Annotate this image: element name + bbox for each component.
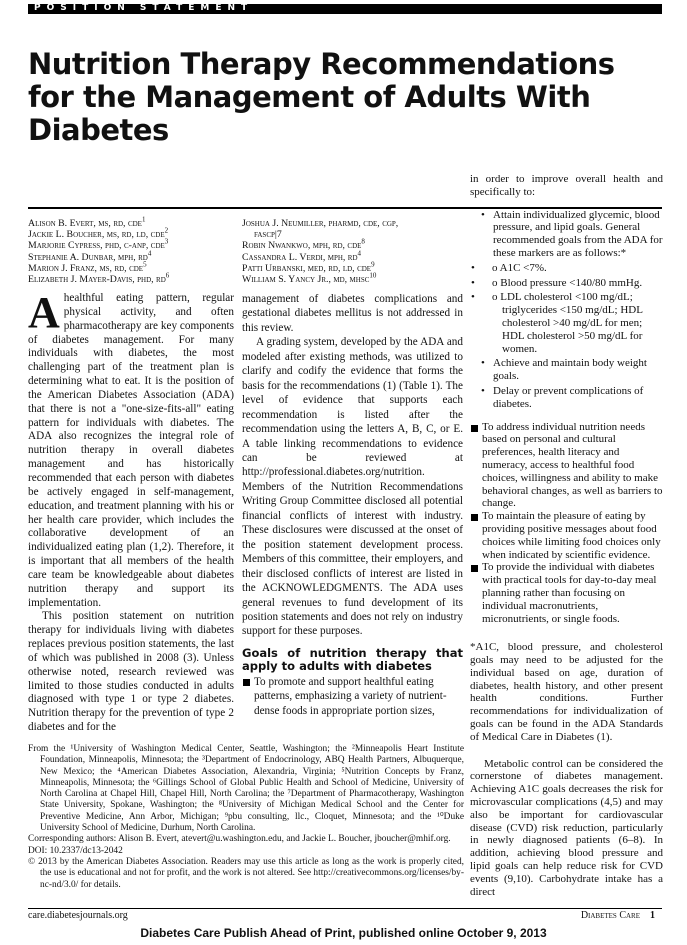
goal-bullet: To promote and support healthful eating patterns, emphasizing a variety of nutrient-dense foods in appropriate portion sizes,: [242, 675, 463, 718]
author-list-left: [28, 215, 170, 286]
section-heading: Goals of nutrition therapy that apply to adults with diabetes: [242, 645, 463, 673]
marker-text: A1C <7%.: [499, 261, 547, 274]
author-name: fascp|7: [254, 229, 282, 241]
publish-note: Diabetes Care Publish Ahead of Print, published online October 9, 2013: [140, 926, 547, 940]
paragraph: A grading system, developed by the ADA and modeled after existing methods, was utilized to clarify and codify the evidence that forms the basis for the recommendations (1) (Table 1). The level of evidence that supports each recommendation is listed after the recommendation using the letters A, B, C, or E. A table linking recommendations to evidence can be reviewed at http://professional.diabetes.org/nutrition. Members of the Nutrition Recommendations Writing Group Committee disclosed all potential financial conflicts of interest with industry. These disclosures were discussed at the onset of the position statement development process. Members of this committee, their employers, and their disclosed conflicts of interest are listed in the ACKNOWLEDGMENTS. The ADA uses general revenues to fund development of its position statements and does not rely on industry support for these purposes.: [242, 336, 463, 638]
author-name: Stephanie A. Dunbar, mph, $rd^4$: [28, 249, 152, 263]
goal-subbullet: • Delay or prevent complications of diabetes.: [470, 385, 663, 411]
section-banner: [28, 4, 662, 14]
paragraph: Metabolic control can be considered the cornerstone of diabetes management. Achieving A1C goals decreases the risk for microvascular complications (4,5) and may also be important for cardiovascular disease (CVD) risk reduction, particularly in newly diagnosed patients (6–8). In addition, achieving blood pressure and lipid goals can help reduce risk for CVD events (9,10). Carbohydrate intake has a direct: [470, 757, 663, 898]
marker-goal: • o LDL cholesterol <100 mg/dL; triglycerides <150 mg/dL; HDL cholesterol >40 mg/dL for men; HDL cholesterol >50 mg/dL for women.: [470, 291, 663, 355]
affiliation-marker: 10: [369, 271, 377, 280]
page-number: 1: [650, 910, 655, 921]
affiliation-marker: 9: [371, 260, 375, 269]
affiliation-marker: 5: [143, 260, 147, 269]
affiliations: From the ¹University of Washington Medical Center, Seattle, Washington; the ²Minneapolis Heart Institute Foundation, Minneapolis, Minnesota; the ³Department of Endocrinology, ABQ Health Partners, Albuquerque, New Mexico; the ⁴American Diabetes Association, Alexandria, Virginia; ⁵Nutrition Concepts by Franz, Minneapolis, Minnesota; the ⁶Gillings School of Global Public Health and School of Medicine, University of North Carolina at Chapel Hill, Chapel Hill, North Carolina; the ⁷Department of Pharmacotherapy, Washington State University, Spokane, Washington; the ⁸University of Michigan Medical School and the Center for Preventive Medicine, Ann Arbor, Michigan; ⁹pbu consulting, llc., Cloquet, Minnesota; and the ¹⁰Duke University School of Medicine, Durhum, North Carolina.: [28, 744, 464, 834]
affiliation-marker: 4: [357, 249, 362, 258]
affiliation-marker: 3: [164, 238, 169, 247]
goal-text: Attain individualized glycemic, blood pressure, and lipid goals. General recommended goals from the ADA for these markers are as follows:*: [493, 208, 663, 259]
marker-goal: • o A1C <7%.: [470, 262, 663, 275]
affiliation-marker: 8: [361, 238, 365, 247]
affiliation-marker: 4: [147, 249, 152, 258]
author-name: Patti Urbanski, med, rd, ld, cde$^9$: [242, 260, 375, 274]
intro-paragraph: healthful eating pattern, regular physical activity, and often pharmacotherapy are key components of diabetes management. For many individuals with diabetes, the most challenging part of the treatment plan is determining what to eat. It is the position of the American Diabetes Association (ADA) that there is not a "one-size-fits-all" eating pattern for individuals with diabetes. The ADA also recognizes the integral role of nutrition therapy in overall diabetes management and has historically recommended that each person with diabetes be actively engaged in self-management, education, and treatment planning with his or her health care provider, which includes the collaborative development of an individualized eating plan (1,2). Therefore, it is important that all members of the health care team be knowledgeable about diabetes nutrition therapy and support its implementation.: [28, 292, 234, 609]
author-name: Alison B. Evert, ms, rd, cde$^1$: [28, 215, 146, 229]
journal-url[interactable]: care.diabetesjournals.org: [28, 910, 128, 921]
running-footer: [581, 910, 655, 922]
paragraph: in order to improve overall health and specifically to:: [470, 173, 663, 198]
marker-goal: • o Blood pressure <140/80 mmHg.: [470, 277, 663, 290]
author-name: Marion J. Franz, ms, rd, cde$^5$: [28, 260, 147, 274]
author-name: William S. Yancy Jr., md, mhsc$^{10}$: [242, 271, 377, 286]
corresponding-authors[interactable]: Corresponding authors: Alison B. Evert, atevert@u.washington.edu, and Jackie L. Boucher, jboucher@mhif.org.: [28, 834, 451, 845]
affiliation-marker: 6: [165, 271, 170, 280]
affiliation-footnote: [28, 744, 464, 891]
article-title: Nutrition Therapy Recommendations for the Management of Adults With Diabetes: [28, 47, 615, 147]
affiliation-marker: 1: [141, 215, 146, 224]
footer-rule: [28, 908, 662, 909]
author-name: Robin Nwankwo, mph, rd, cde$^8$: [242, 238, 365, 252]
drop-cap: A: [28, 288, 60, 337]
author-name: Jackie L. Boucher, ms, rd, ld, cde$^2$: [28, 226, 169, 241]
column-3: [470, 173, 663, 898]
marker-text: LDL cholesterol <100 mg/dL; triglycerides <150 mg/dL; HDL cholesterol >40 mg/dL for men; HDL cholesterol >50 mg/dL for women.: [500, 291, 643, 355]
author-list-middle: [242, 218, 398, 285]
copyright: © 2013 by the American Diabetes Association. Readers may use this article as long as the work is properly cited, the use is educational and not for profit, and the work is not altered. See http://creativecommons.org/licenses/by-nc-nd/3.0/ for details.: [28, 856, 464, 890]
goal-bullet: To maintain the pleasure of eating by providing positive messages about food choices while limiting food choices only when indicated by scientific evidence.: [470, 510, 663, 561]
marker-text: Blood pressure <140/80 mmHg.: [500, 276, 643, 289]
author-name: Cassandra L. Verdi, mph, $rd^4$: [242, 249, 362, 263]
goal-subbullet: [470, 209, 663, 356]
goal-footnote: *A1C, blood pressure, and cholesterol goals may need to be adjusted for the individual based on age, duration of diabetes, health history, and other present health conditions. Further recommendations for individualization of goals can be found in the ADA Standards of Medical Care in Diabetes (1).: [470, 641, 663, 743]
author-name: Joshua J. Neumiller, pharmd, cde, cgp,: [242, 218, 399, 229]
paragraph: This position statement on nutrition therapy for individuals living with diabetes replaces previous position statements, the last of which was published in 2008 (3). Unless otherwise noted, research reviewed was limited to those studies conducted in adults diagnosed with type 1 or type 2 diabetes. Nutrition therapy for the prevention of type 2 diabetes and for the: [28, 610, 234, 734]
column-2: [242, 292, 463, 718]
section-label: POSITION STATEMENT: [34, 3, 254, 13]
doi: DOI: 10.2337/dc13-2042: [28, 845, 123, 856]
author-name: Elizabeth J. Mayer-Davis, phd, $rd^6$: [28, 271, 170, 286]
author-name: Marjorie Cypress, phd, c-anp, cde$^3$: [28, 238, 169, 252]
affiliation-marker: 2: [164, 226, 169, 235]
paragraph: management of diabetes complications and gestational diabetes mellitus is not addressed in this review.: [242, 293, 463, 334]
journal-name: Diabetes Care: [580, 910, 640, 921]
column-1: [28, 288, 234, 735]
goal-bullet: To provide the individual with diabetes with practical tools for day-to-day meal planning rather than focusing on individual macronutrients, micronutrients, or single foods.: [470, 561, 663, 625]
goal-bullet: To address individual nutrition needs based on personal and cultural preferences, health literacy and numeracy, access to healthful food choices, willingness and ability to make behavioral changes, as well as barriers to change.: [470, 421, 663, 511]
goal-subbullet: • Achieve and maintain body weight goals.: [470, 357, 663, 383]
